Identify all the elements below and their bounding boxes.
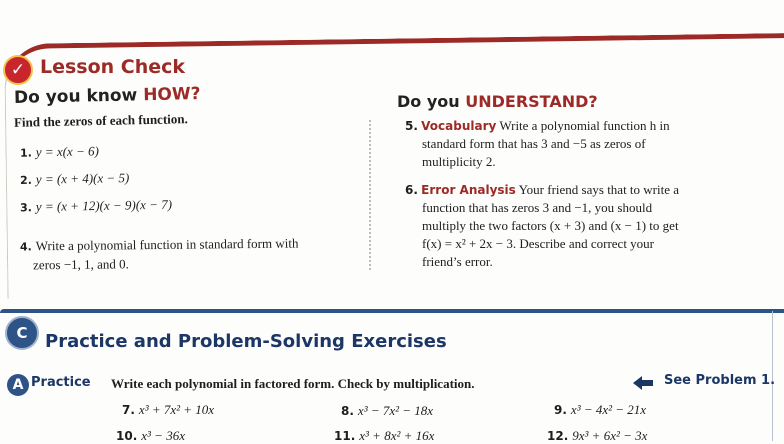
exercise-item: 7. x³ + 7x² + 10x: [122, 402, 215, 417]
understand-item-5: 5. Vocabulary Write a polynomial function h in standard form that has 3 and −5 as zeros of multiplicity 2.: [405, 118, 670, 169]
understand-heading-highlight: UNDERSTAND?: [465, 92, 598, 111]
exercise-item: 11. x³ + 8x² + 16x: [334, 428, 435, 443]
lesson-check-title: Lesson Check: [40, 56, 186, 78]
practice-level-label: Practice: [31, 375, 91, 390]
list-item: 2. y = (x + 4)(x − 5): [19, 170, 130, 187]
how-instruction: Find the zeros of each function.: [13, 111, 188, 130]
how-heading: [14, 84, 201, 108]
how-heading-highlight: HOW?: [143, 84, 201, 106]
list-item: 1. y = x(x − 6): [19, 143, 99, 160]
how-heading-prefix: Do you know: [13, 85, 138, 108]
list-item: 4. Write a polynomial function in standard form with zeros −1, 1, and 0.: [19, 235, 299, 273]
column-divider: [369, 120, 371, 270]
exercise-item: 10. x³ − 36x: [116, 428, 185, 443]
arrow-left-icon: [633, 376, 653, 390]
list-item: 3. y = (x + 12)(x − 9)(x − 7): [19, 196, 173, 215]
level-a-icon: A: [7, 374, 29, 396]
exercise-item: 8. x³ − 7x² − 18x: [341, 403, 434, 418]
practice-frame: [0, 309, 784, 313]
online-homework-icon: C: [5, 316, 39, 350]
exercise-item: 9. x³ − 4x² − 21x: [554, 402, 647, 417]
understand-item-6: 6. Error Analysis Your friend says that to write a function that has zeros 3 and −1, you should multiply the two factors (x + 3) and (x − 1) to get f(x) = x² + 2x − 3. Describe and correct your friend’s error.: [405, 182, 680, 269]
exercise-item: 12. 9x³ + 6x² − 3x: [547, 428, 648, 443]
understand-heading-prefix: Do you: [397, 92, 460, 111]
see-problem-link[interactable]: See Problem 1.: [664, 373, 776, 388]
practice-title: Practice and Problem-Solving Exercises: [45, 331, 447, 352]
checkmark-icon: ✓: [3, 55, 33, 85]
understand-heading: [397, 92, 598, 111]
practice-instruction: Write each polynomial in factored form. Check by multiplication.: [111, 376, 475, 391]
